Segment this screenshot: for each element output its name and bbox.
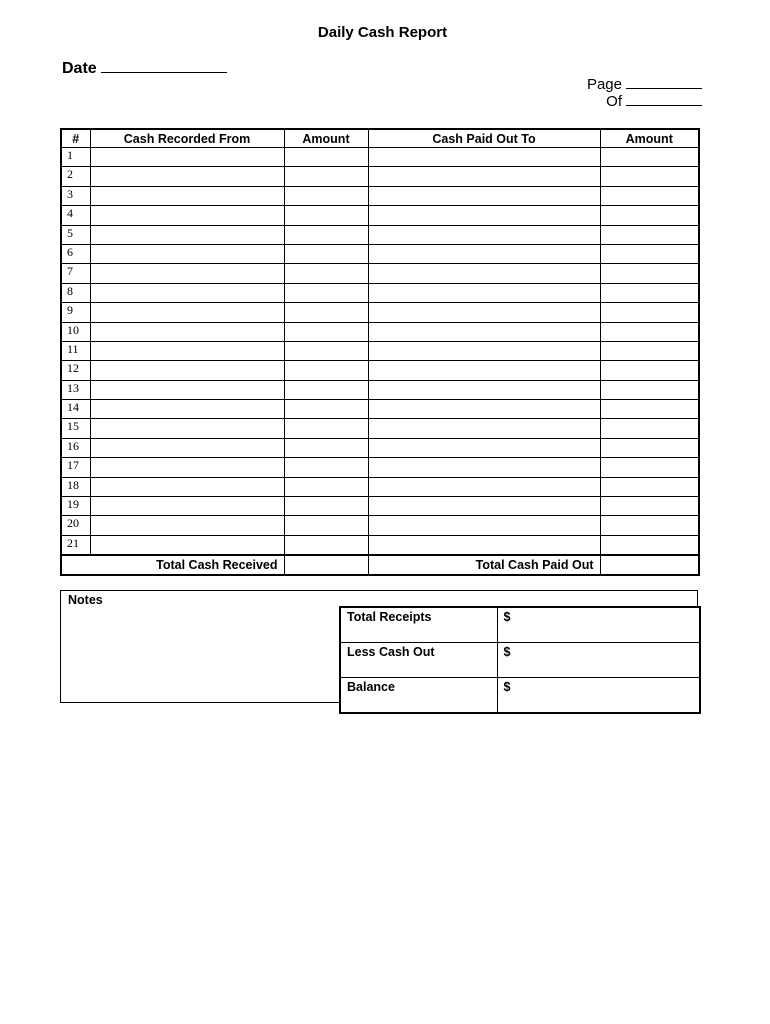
amount-paid-cell[interactable]: [600, 186, 699, 205]
amount-received-cell[interactable]: [284, 535, 368, 555]
date-blank[interactable]: [101, 58, 227, 73]
row-number: 19: [61, 497, 90, 516]
amount-paid-cell[interactable]: [600, 535, 699, 555]
report-title: Daily Cash Report: [317, 24, 448, 41]
header-amount-paid: Amount: [600, 129, 699, 148]
table-row: [61, 244, 699, 263]
table-row: [61, 264, 699, 283]
table-row: [61, 535, 699, 555]
cash-recorded-from-cell[interactable]: [90, 322, 284, 341]
cash-recorded-from-cell[interactable]: [90, 497, 284, 516]
cash-recorded-from-cell[interactable]: [90, 148, 284, 167]
row-number: 21: [61, 535, 90, 555]
cash-recorded-from-cell[interactable]: [90, 380, 284, 399]
totals-row: [61, 555, 699, 575]
table-row: [61, 322, 699, 341]
row-number: 10: [61, 322, 90, 341]
cash-paid-out-to-cell[interactable]: [368, 497, 600, 516]
amount-paid-cell[interactable]: [600, 400, 699, 419]
summary-value[interactable]: $: [497, 643, 700, 678]
cash-paid-out-to-cell[interactable]: [368, 438, 600, 457]
header-number: #: [61, 129, 90, 148]
cash-recorded-from-cell[interactable]: [90, 341, 284, 360]
row-number: 12: [61, 361, 90, 380]
amount-paid-cell[interactable]: [600, 167, 699, 186]
summary-row-total-receipts: [340, 607, 700, 643]
cash-paid-out-to-cell[interactable]: [368, 206, 600, 225]
amount-received-cell[interactable]: [284, 148, 368, 167]
amount-received-cell[interactable]: [284, 206, 368, 225]
date-label: Date: [62, 60, 97, 77]
of-blank[interactable]: [626, 93, 702, 106]
cash-paid-out-to-cell[interactable]: [368, 303, 600, 322]
cash-recorded-from-cell[interactable]: [90, 283, 284, 302]
page-blank[interactable]: [626, 76, 702, 89]
table-row: [61, 206, 699, 225]
amount-paid-cell[interactable]: [600, 148, 699, 167]
amount-received-cell[interactable]: [284, 458, 368, 477]
table-row: [61, 341, 699, 360]
amount-paid-cell[interactable]: [600, 283, 699, 302]
total-cash-paid-out-cell[interactable]: [600, 555, 699, 575]
summary-row-balance: [340, 678, 700, 714]
cash-recorded-from-cell[interactable]: [90, 244, 284, 263]
cash-paid-out-to-cell[interactable]: [368, 535, 600, 555]
row-number: 18: [61, 477, 90, 496]
cash-paid-out-to-cell[interactable]: [368, 419, 600, 438]
amount-paid-cell[interactable]: [600, 244, 699, 263]
cash-paid-out-to-cell[interactable]: [368, 341, 600, 360]
amount-received-cell[interactable]: [284, 341, 368, 360]
row-number: 17: [61, 458, 90, 477]
summary-label: Less Cash Out: [340, 643, 497, 678]
of-label: Of: [606, 93, 622, 110]
total-cash-received-label: Total Cash Received: [61, 555, 284, 575]
amount-received-cell[interactable]: [284, 283, 368, 302]
summary-value[interactable]: $: [497, 678, 700, 714]
table-row: [61, 361, 699, 380]
cash-paid-out-to-cell[interactable]: [368, 477, 600, 496]
cash-paid-out-to-cell[interactable]: [368, 322, 600, 341]
amount-paid-cell[interactable]: [600, 322, 699, 341]
amount-received-cell[interactable]: [284, 244, 368, 263]
cash-recorded-from-cell[interactable]: [90, 400, 284, 419]
table-row: [61, 419, 699, 438]
cash-paid-out-to-cell[interactable]: [368, 264, 600, 283]
table-row: [61, 400, 699, 419]
amount-paid-cell[interactable]: [600, 497, 699, 516]
summary-table: [339, 606, 701, 714]
summary-label: Balance: [340, 678, 497, 714]
amount-paid-cell[interactable]: [600, 206, 699, 225]
amount-paid-cell[interactable]: [600, 419, 699, 438]
row-number: 14: [61, 400, 90, 419]
amount-received-cell[interactable]: [284, 322, 368, 341]
cash-paid-out-to-cell[interactable]: [368, 167, 600, 186]
row-number: 5: [61, 225, 90, 244]
cash-recorded-from-cell[interactable]: [90, 419, 284, 438]
amount-paid-cell[interactable]: [600, 477, 699, 496]
table-row: [61, 186, 699, 205]
cash-paid-out-to-cell[interactable]: [368, 361, 600, 380]
row-number: 8: [61, 283, 90, 302]
amount-received-cell[interactable]: [284, 497, 368, 516]
cash-paid-out-to-cell[interactable]: [368, 186, 600, 205]
cash-recorded-from-cell[interactable]: [90, 186, 284, 205]
amount-paid-cell[interactable]: [600, 516, 699, 535]
table-header-row: [61, 129, 699, 148]
row-number: 11: [61, 341, 90, 360]
table-row: [61, 458, 699, 477]
cash-recorded-from-cell[interactable]: [90, 535, 284, 555]
cash-paid-out-to-cell[interactable]: [368, 458, 600, 477]
cash-recorded-from-cell[interactable]: [90, 458, 284, 477]
header-amount-received: Amount: [284, 129, 368, 148]
amount-paid-cell[interactable]: [600, 341, 699, 360]
total-cash-paid-out-label: Total Cash Paid Out: [368, 555, 600, 575]
table-row: [61, 497, 699, 516]
page-counter: [587, 76, 702, 110]
amount-received-cell[interactable]: [284, 438, 368, 457]
cash-recorded-from-cell[interactable]: [90, 264, 284, 283]
amount-received-cell[interactable]: [284, 167, 368, 186]
cash-recorded-from-cell[interactable]: [90, 361, 284, 380]
table-row: [61, 380, 699, 399]
row-number: 20: [61, 516, 90, 535]
table-row: [61, 303, 699, 322]
amount-received-cell[interactable]: [284, 380, 368, 399]
cash-paid-out-to-cell[interactable]: [368, 225, 600, 244]
date-field: [62, 58, 227, 78]
header-cash-recorded-from: Cash Recorded From: [90, 129, 284, 148]
amount-paid-cell[interactable]: [600, 361, 699, 380]
amount-paid-cell[interactable]: [600, 380, 699, 399]
cash-paid-out-to-cell[interactable]: [368, 244, 600, 263]
amount-received-cell[interactable]: [284, 477, 368, 496]
amount-received-cell[interactable]: [284, 303, 368, 322]
summary-row-less-cash-out: [340, 643, 700, 678]
amount-received-cell[interactable]: [284, 361, 368, 380]
row-number: 16: [61, 438, 90, 457]
cash-paid-out-to-cell[interactable]: [368, 400, 600, 419]
table-row: [61, 438, 699, 457]
amount-received-cell[interactable]: [284, 264, 368, 283]
table-row: [61, 167, 699, 186]
cash-recorded-from-cell[interactable]: [90, 303, 284, 322]
notes-label: Notes: [68, 593, 103, 607]
amount-paid-cell[interactable]: [600, 264, 699, 283]
cash-recorded-from-cell[interactable]: [90, 516, 284, 535]
table-row: [61, 477, 699, 496]
cash-paid-out-to-cell[interactable]: [368, 283, 600, 302]
row-number: 13: [61, 380, 90, 399]
cash-recorded-from-cell[interactable]: [90, 477, 284, 496]
row-number: 2: [61, 167, 90, 186]
amount-received-cell[interactable]: [284, 186, 368, 205]
cash-recorded-from-cell[interactable]: [90, 225, 284, 244]
row-number: 4: [61, 206, 90, 225]
row-number: 1: [61, 148, 90, 167]
row-number: 6: [61, 244, 90, 263]
table-row: [61, 516, 699, 535]
table-row: [61, 225, 699, 244]
cash-paid-out-to-cell[interactable]: [368, 380, 600, 399]
amount-received-cell[interactable]: [284, 419, 368, 438]
amount-received-cell[interactable]: [284, 225, 368, 244]
summary-value[interactable]: $: [497, 607, 700, 643]
amount-paid-cell[interactable]: [600, 225, 699, 244]
table-row: [61, 283, 699, 302]
amount-paid-cell[interactable]: [600, 303, 699, 322]
cash-paid-out-to-cell[interactable]: [368, 516, 600, 535]
cash-paid-out-to-cell[interactable]: [368, 148, 600, 167]
row-number: 9: [61, 303, 90, 322]
cash-recorded-from-cell[interactable]: [90, 167, 284, 186]
total-cash-received-cell[interactable]: [284, 555, 368, 575]
cash-recorded-from-cell[interactable]: [90, 438, 284, 457]
amount-received-cell[interactable]: [284, 400, 368, 419]
amount-paid-cell[interactable]: [600, 438, 699, 457]
cash-recorded-from-cell[interactable]: [90, 206, 284, 225]
row-number: 3: [61, 186, 90, 205]
table-row: [61, 148, 699, 167]
row-number: 15: [61, 419, 90, 438]
cash-ledger-table: [60, 128, 700, 576]
page-label: Page: [586, 76, 622, 93]
header-cash-paid-out-to: Cash Paid Out To: [368, 129, 600, 148]
row-number: 7: [61, 264, 90, 283]
amount-received-cell[interactable]: [284, 516, 368, 535]
summary-label: Total Receipts: [340, 607, 497, 643]
amount-paid-cell[interactable]: [600, 458, 699, 477]
